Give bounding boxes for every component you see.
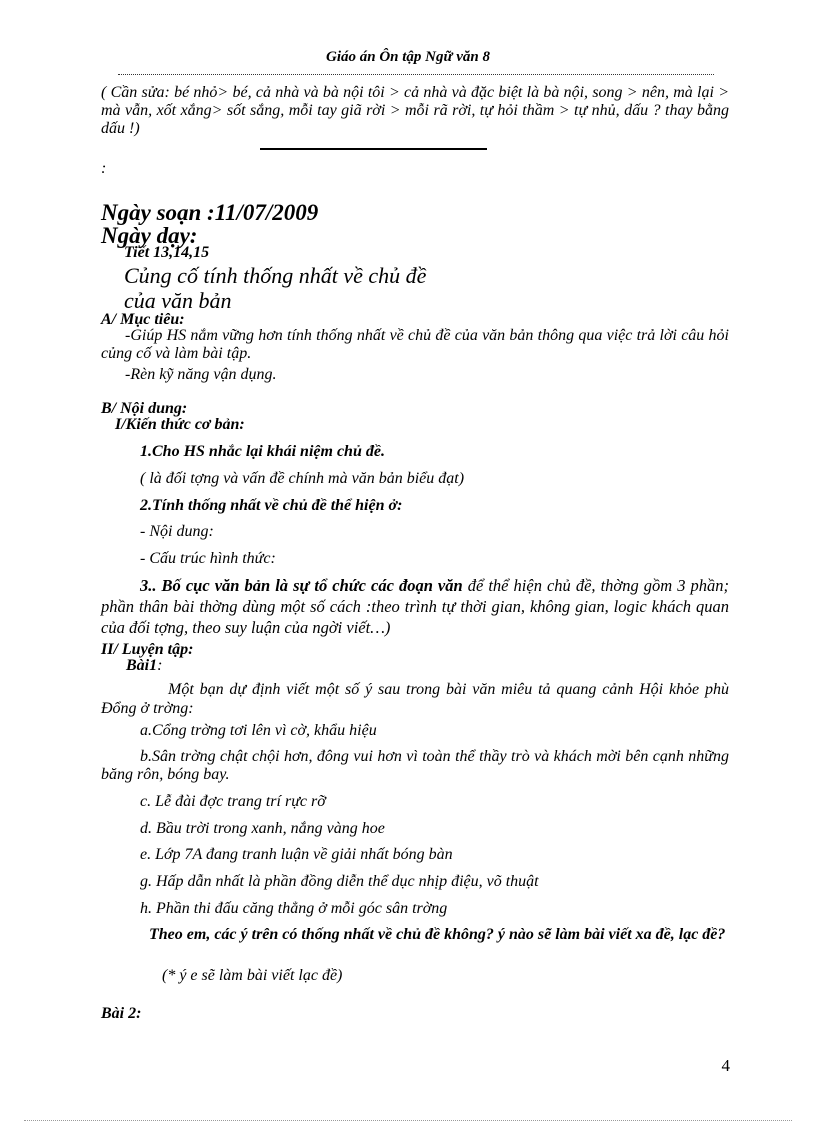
point-1-note: ( là đối tợng và vấn đề chính mà văn bản biểu đạt) [140,470,465,487]
item-d: d. Bầu trời trong xanh, nắng vàng hoe [140,820,385,837]
point-2-content: - Nội dung: [140,523,214,540]
item-e: e. Lớp 7A đang tranh luận về giải nhất bóng bàn [140,846,453,863]
item-c: c. Lễ đài đợc trang trí rực rỡ [140,793,326,810]
prep-date: Ngày soạn :11/07/2009 [101,200,319,225]
point-3-paragraph [101,575,729,638]
exercise-2-title: Bài 2: [101,1005,142,1022]
item-g: g. Hấp dẫn nhất là phần đồng diễn thể dục nhịp điệu, võ thuật [140,873,539,890]
point-3-rest: để thể hiện chủ đề, thờng gồm 3 phần; phần thân bài thờng dùng một số cách :theo trình tự thời gian, không gian, logic khách quan của đối tợng, theo suy luận của ngời viết…) [101,576,729,637]
exercise-1-label [126,657,162,675]
exercise-1-question: Theo em, các ý trên có thống nhất về chủ đề không? ý nào sẽ làm bài viết xa đề, lạc đề? [149,926,726,943]
point-1: 1.Cho HS nhắc lại khái niệm chủ đề. [140,443,385,460]
lesson-periods: Tiết 13,14,15 [124,244,210,261]
footer-divider [24,1120,792,1121]
objectives-heading: A/ Mục tiêu: [101,311,185,328]
point-2: 2.Tính thống nhất về chủ đề thể hiện ở: [140,497,403,514]
lesson-title-line1: Củng cố tính thống nhất về chủ đề [124,263,427,288]
practice-heading: II/ Luyện tập: [101,641,194,658]
section-divider [260,148,487,150]
basic-knowledge-heading: I/Kiến thức cơ bản: [115,416,245,433]
header-divider [118,74,714,75]
correction-note: ( Cần sửa: bé nhỏ> bé, cả nhà và bà nội tôi > cả nhà và đặc biệt là bà nội, song > nên, mà lại > mà vẫn, xốt xắng> sốt sắng, mỗi tay giã rời > mỗi rã rời, tự hỏi thầm > tự nhủ, dấu ? thay bằng dấu !) [101,84,729,137]
item-a: a.Cổng trờng tơi lên vì cờ, khẩu hiệu [140,722,377,739]
content-heading: B/ Nội dung: [101,400,188,417]
teach-date: Ngày dạy: [101,223,198,248]
colon-mark: : [101,160,107,177]
exercise-1-colon: : [157,657,163,674]
point-2-structure: - Cấu trúc hình thức: [140,550,276,567]
objective-2: -Rèn kỹ năng vận dụng. [125,366,277,383]
lesson-title-line2: của văn bản [124,288,232,313]
objective-1: -Giúp HS nắm vững hơn tính thống nhất về chủ đề của văn bản thông qua việc trả lời câu hỏi củng cố và làm bài tập. [101,327,729,362]
exercise-1-answer: (* ý e sẽ làm bài viết lạc đề) [162,967,343,984]
page-number: 4 [721,1056,730,1075]
exercise-1-title: Bài1 [126,657,158,674]
item-b: b.Sân trờng chật chội hơn, đông vui hơn vì toàn thể thầy trò và khách mời bên cạnh những băng rôn, bóng bay. [101,748,729,783]
exercise-1-intro: Một bạn dự định viết một số ý sau trong bài văn miêu tả quang cảnh Hội khỏe phù Đổng ở trờng: [101,681,729,717]
page-header-title: Giáo án Ôn tập Ngữ văn 8 [325,49,490,65]
point-3-bold: 3.. Bố cục văn bản là sự tổ chức các đoạn văn [140,576,463,595]
item-h: h. Phần thi đấu căng thẳng ở mỗi góc sân trờng [140,900,448,917]
